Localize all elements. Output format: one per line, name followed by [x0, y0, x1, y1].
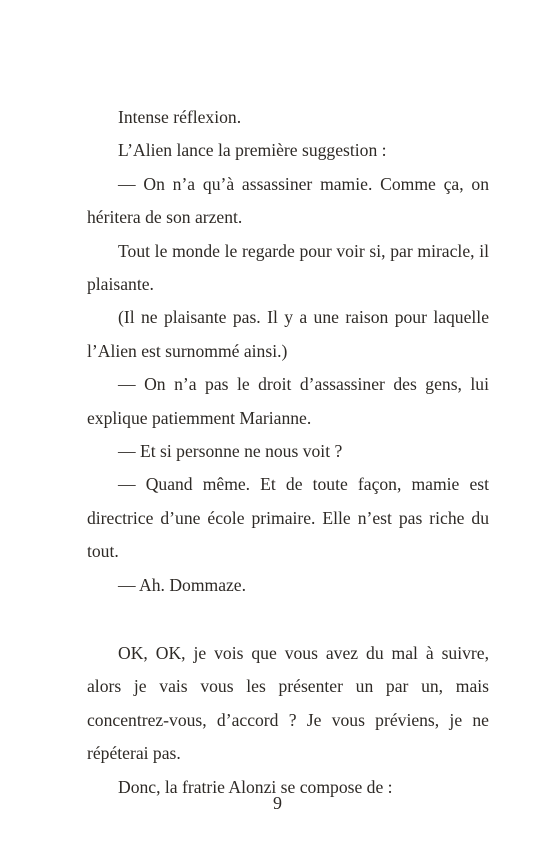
- paragraph: OK, OK, je vois que vous avez du mal à suivre, alors je vais vous les présenter un par un, mais concentrez-vous, d’accord ? Je vous préviens, je ne répéterai pas.: [87, 643, 489, 764]
- page-number: 9: [273, 793, 282, 813]
- paragraph: — Ah. Dommaze.: [118, 574, 247, 595]
- paragraph: — On n’a qu’à assassiner mamie. Comme ça, on héritera de son arzent.: [87, 173, 489, 228]
- text-section-one: [87, 101, 489, 602]
- paragraph: Tout le monde le regarde pour voir si, par miracle, il plaisante.: [87, 240, 489, 295]
- text-section-two: [87, 637, 489, 804]
- paragraph: Intense réflexion.: [118, 107, 242, 127]
- paragraph: — On n’a pas le droit d’assassiner des gens, lui explique patiemment Marianne.: [87, 374, 489, 428]
- paragraph: — Quand même. Et de toute façon, mamie est directrice d’une école primaire. Elle n’est pas riche du tout.: [87, 474, 489, 562]
- paragraph: L’Alien lance la première suggestion :: [118, 140, 387, 161]
- paragraph: (Il ne plaisante pas. Il y a une raison pour laquelle l’Alien est surnommé ainsi.): [87, 307, 489, 361]
- paragraph: Donc, la fratrie Alonzi se compose de :: [118, 776, 393, 797]
- paragraph: — Et si personne ne nous voit ?: [118, 441, 343, 462]
